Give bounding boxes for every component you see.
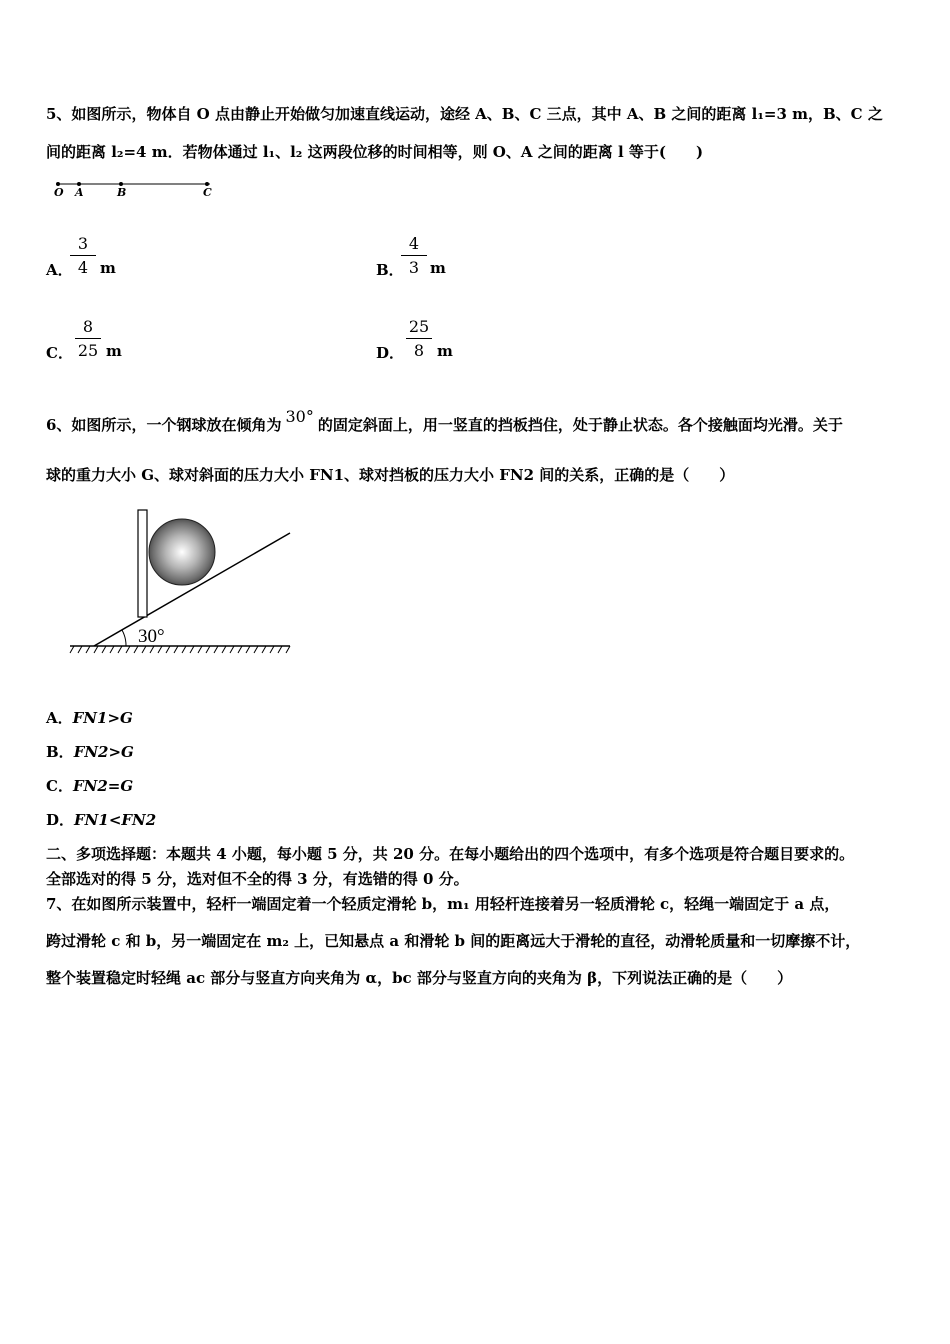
steel-ball (149, 519, 215, 585)
ground-hatching (70, 646, 290, 653)
q6-option-b (46, 741, 134, 762)
q5-option-b-unit: m (430, 259, 446, 277)
q5-option-b-fraction (401, 234, 427, 277)
label-b: B (117, 186, 127, 199)
q5-option-d-letter: D． (376, 344, 405, 362)
q6-incline-figure (68, 506, 298, 666)
numerator: 4 (401, 234, 427, 256)
numerator: 25 (406, 317, 432, 339)
denominator: 3 (408, 258, 420, 277)
q5-option-a-letter: A． (46, 261, 73, 279)
q5-option-b-letter: B． (376, 261, 404, 279)
numerator: 3 (70, 234, 96, 256)
section2-heading-line2: 全部选对的得 5 分，选对但不全的得 3 分，有选错的得 0 分。 (46, 870, 469, 888)
label-o: O (54, 186, 64, 199)
incline-angle-label: 30° (138, 626, 165, 647)
q5-option-a-unit: m (100, 259, 116, 277)
q5-option-d-fraction (406, 317, 432, 360)
denominator: 25 (77, 341, 99, 360)
q6-angle-value: 30° (285, 407, 314, 426)
q6-option-d (46, 809, 156, 830)
q6-stem-line1 (46, 407, 843, 435)
q6-stem-part-b: 的固定斜面上，用一竖直的挡板挡住，处于静止状态。各个接触面均光滑。关于 (317, 416, 843, 434)
q5-stem-line1: 5、如图所示，物体自 O 点由静止开始做匀加速直线运动，途经 A、B、C 三点，其中 A、B 之间的距离 l₁=3 m，B、C 之 (46, 105, 883, 123)
q5-option-c-letter: C． (46, 344, 73, 362)
q6-stem-part-a: 6、如图所示，一个钢球放在倾角为 (46, 416, 282, 434)
q5-option-a-fraction (70, 234, 96, 277)
option-text: FN1>G (72, 709, 133, 727)
vertical-baffle (138, 510, 147, 617)
option-letter: D． (46, 811, 75, 829)
q7-stem-line3: 整个装置稳定时轻绳 ac 部分与竖直方向夹角为 α，bc 部分与竖直方向的夹角为 β，下列说法正确的是（ ） (46, 969, 793, 987)
option-text: FN1<FN2 (74, 811, 157, 829)
option-letter: A． (46, 709, 73, 727)
denominator: 4 (77, 258, 89, 277)
q5-option-c-fraction (75, 317, 101, 360)
numerator: 8 (75, 317, 101, 339)
q5-option-c-unit: m (106, 342, 122, 360)
q6-option-a (46, 707, 133, 728)
option-text: FN2>G (73, 743, 134, 761)
label-a: A (75, 186, 84, 199)
q7-stem-line1: 7、在如图所示装置中，轻杆一端固定着一个轻质定滑轮 b，m₁ 用轻杆连接着另一轻质滑轮 c，轻绳一端固定于 a 点， (46, 895, 840, 913)
option-text: FN2=G (72, 777, 134, 795)
angle-arc (122, 630, 126, 646)
option-letter: B． (46, 743, 74, 761)
q7-stem-line2: 跨过滑轮 c 和 b，另一端固定在 m₂ 上，已知悬点 a 和滑轮 b 间的距离远大于滑轮的直径，动滑轮质量和一切摩擦不计， (46, 932, 861, 950)
q5-stem-line2: 间的距离 l₂=4 m．若物体通过 l₁、l₂ 这两段位移的时间相等，则 O、A 之间的距离 l 等于( ) (46, 143, 704, 161)
section2-heading-line1: 二、多项选择题：本题共 4 小题，每小题 5 分，共 20 分。在每小题给出的四个选项中，有多个选项是符合题目要求的。 (46, 845, 855, 863)
q6-option-c (46, 775, 133, 796)
option-letter: C． (46, 777, 73, 795)
q6-stem-line2: 球的重力大小 G、球对斜面的压力大小 FN1、球对挡板的压力大小 FN2 间的关系，正确的是（ ） (46, 466, 735, 484)
q5-option-d-unit: m (437, 342, 453, 360)
label-c: C (203, 186, 212, 199)
denominator: 8 (413, 341, 425, 360)
